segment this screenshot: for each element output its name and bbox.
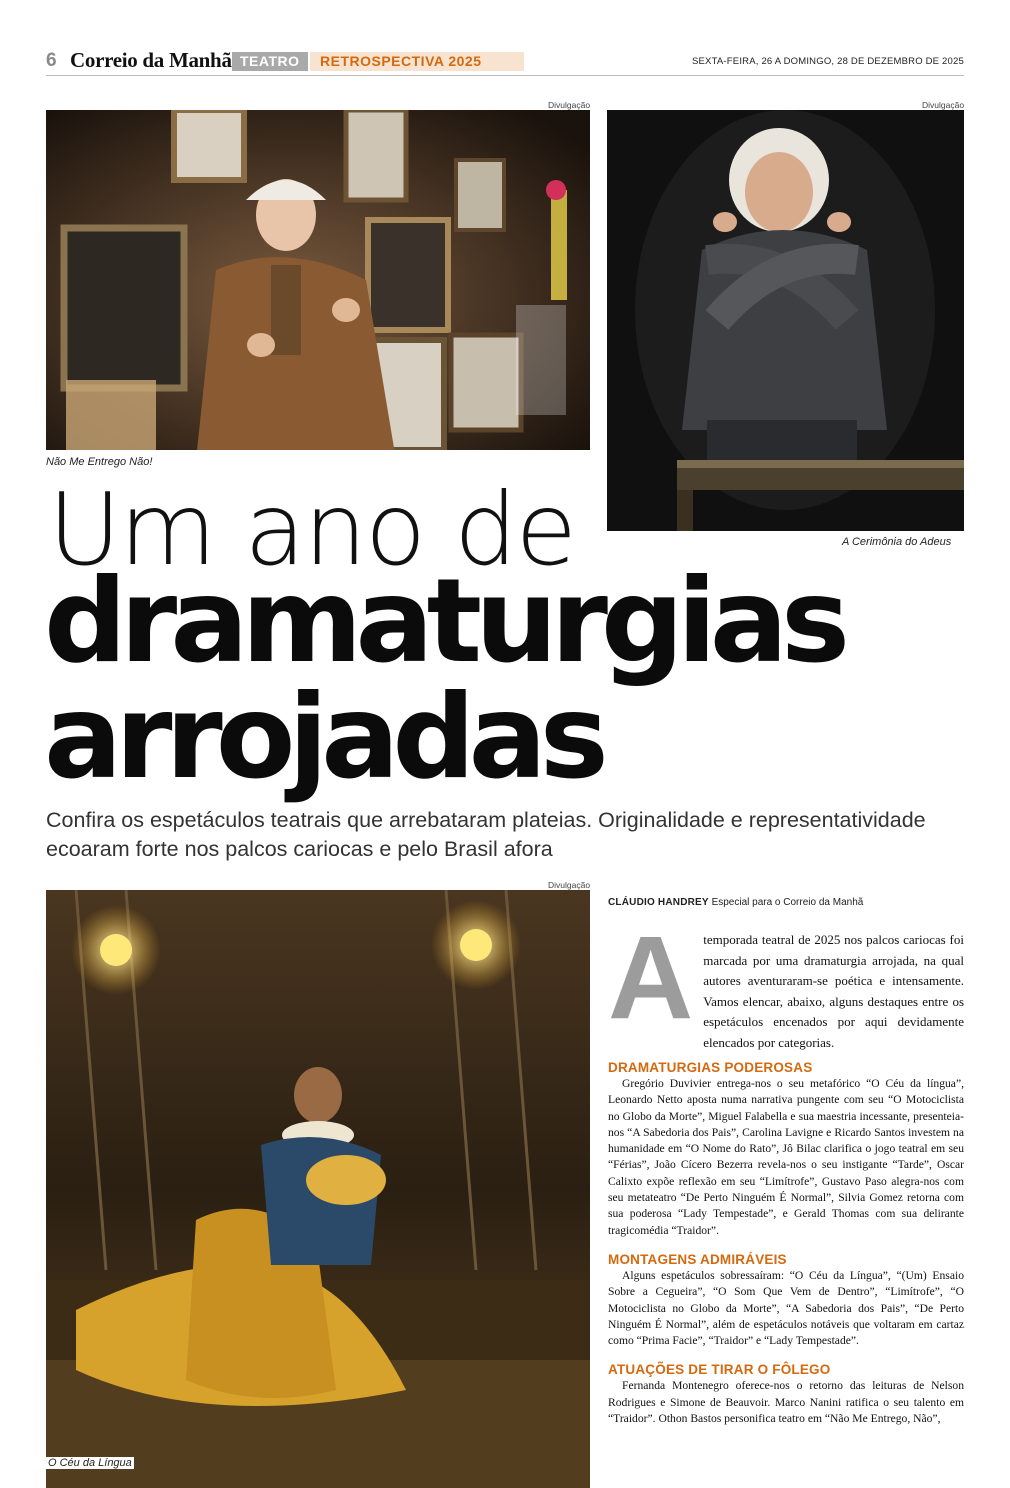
photo-nao-me-entrego <box>46 110 590 450</box>
photo-credit: Divulgação <box>548 100 591 110</box>
byline <box>608 897 863 908</box>
article-subhead: DRAMATURGIAS PODEROSAS <box>608 1060 813 1075</box>
page-number: 6 <box>46 50 57 71</box>
article-paragraph: Fernanda Montenegro oferece-nos o retorno das leituras de Nelson Rodrigues e Simone de Beauvoir. Marco Nanini ratifica o seu talento em “Traidor”. Othon Bastos personifica teatro em “Não Me Entrego, Não”, <box>608 1379 964 1426</box>
article-paragraph: Gregório Duvivier entrega-nos o seu metafórico “O Céu da língua”, Leonardo Netto aposta numa narrativa pungente com seu “O Motociclista no Globo da Morte”, Miguel Falabella e sua maestria incessante, presenteia-nos “A Sabedoria dos Pais”, Carolina Lavigne e Ricardo Santos investem na humanidade em “O Nome do Rato”, Jô Bilac clarifica o jogo teatral em seu “Férias”, João Cícero Bezerra revela-nos o seu instigante “Tarde”, Oscar Calixto expõe reflexão em seu “Limítrofe”, Gustavo Paso alegra-nos com seu metateatro “De Perto Ninguém É Normal”, Silvia Gomez retorna com sua poderosa “Lady Tempestade”, e Gerald Thomas com sua delirante tragicomédia “Traidor”. <box>608 1077 964 1237</box>
photo-caption: Não Me Entrego Não! <box>46 456 153 468</box>
byline-role: Especial para o Correio da Manhã <box>711 897 864 908</box>
subsection-tag: RETROSPECTIVA 2025 <box>310 52 524 71</box>
photo-caption: A Cerimônia do Adeus <box>842 536 952 548</box>
headline-line-1: Um ano de <box>48 471 576 588</box>
article-subhead: ATUAÇÕES DE TIRAR O FÔLEGO <box>608 1362 831 1378</box>
article-subhead: MONTAGENS ADMIRÁVEIS <box>608 1251 787 1267</box>
stage-photo-illustration <box>607 110 964 531</box>
masthead-logo: Correio da Manhã <box>70 48 232 72</box>
article-lede: temporada teatral de 2025 nos palcos cariocas foi marcada por uma dramaturgia arrojada, na qual autores aventuraram-se poética e intensamente. Vamos elencar, abaixo, alguns destaques entre os espetáculos encenados por aqui devidamente elencados por categorias. <box>703 932 964 1050</box>
article-paragraph: Alguns espetáculos sobressaíram: “O Céu da Língua”, “(Um) Ensaio Sobre a Cegueira”, “O Som Que Vem de Dentro”, “Limítrofe”, “O Motociclista no Globo da Morte”, “A Sabedoria dos Pais”, “De Perto Ninguém É Normal”, além de espetáculos notáveis que voltaram em cartaz como “Prima Facie”, “Traidor” e “Lady Tempestade”. <box>608 1268 964 1348</box>
stage-photo-illustration <box>46 110 590 450</box>
dropcap: A <box>608 912 694 1044</box>
photo-ceu-da-lingua <box>46 890 590 1488</box>
stage-photo-illustration <box>46 890 590 1488</box>
deck-subtitle: Confira os espetáculos teatrais que arrebataram plateias. Originalidade e representatividade ecoaram forte nos palcos cariocas e pelo Brasil afora <box>46 808 926 861</box>
headline-line-3: arrojadas <box>44 670 602 805</box>
photo-caption: O Céu da Língua <box>48 1457 132 1469</box>
dateline: SEXTA-FEIRA, 26 A DOMINGO, 28 DE DEZEMBRO DE 2025 <box>691 56 964 67</box>
section-tag: TEATRO <box>232 52 308 71</box>
page-header <box>46 50 964 76</box>
article-body <box>608 912 964 1427</box>
photo-cerimonia-do-adeus <box>607 110 964 531</box>
headline-line-2: dramaturgias <box>44 554 844 689</box>
photo-credit: Divulgação <box>922 100 965 110</box>
byline-author: CLÁUDIO HANDREY <box>608 897 709 908</box>
photo-credit: Divulgação <box>548 880 591 890</box>
